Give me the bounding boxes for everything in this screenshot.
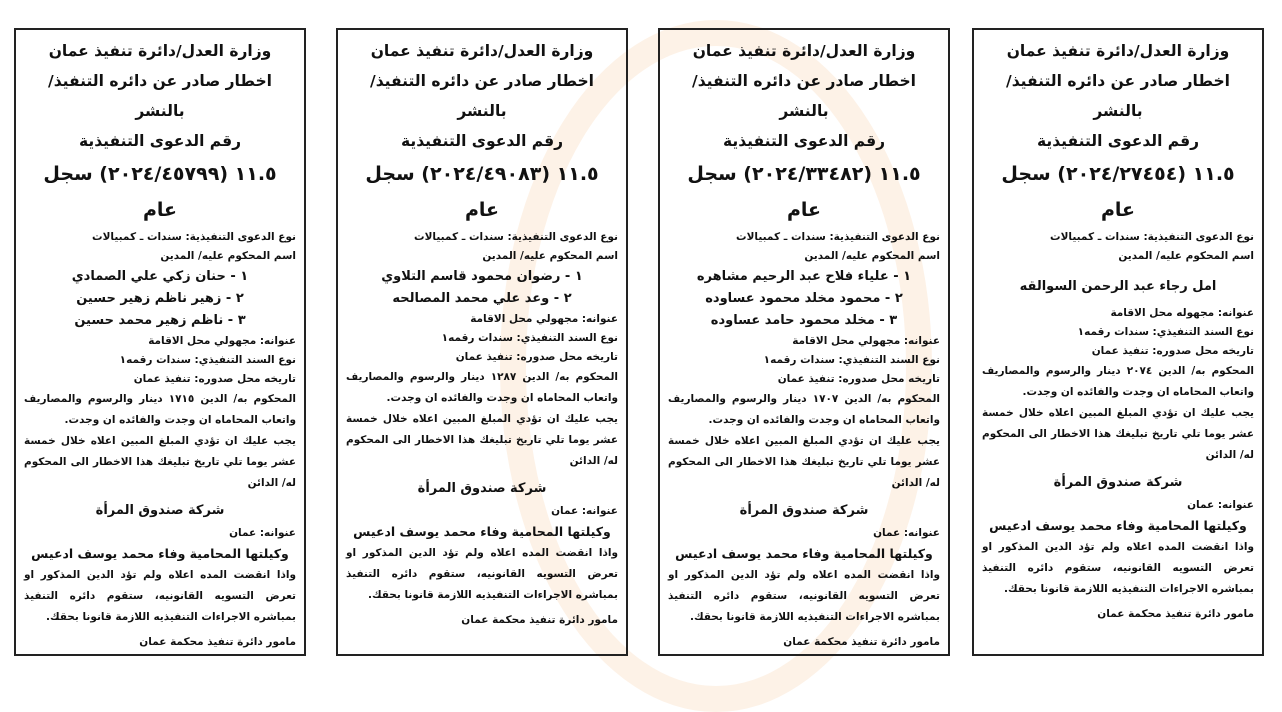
agent-name: وكيلتها المحامية وفاء محمد يوسف ادعيس [989,518,1247,533]
agent-name: وكيلتها المحامية وفاء محمد يوسف ادعيس [353,524,611,539]
defendant-name: ٣ - ناظم زهير محمد حسين [74,313,246,328]
case-label: رقم الدعوى التنفيذية [400,132,564,150]
address: عنوانه: مجهوله محل الاقامة [1110,307,1254,319]
defendant-name: ١ - رضوان محمود قاسم التلاوي [381,269,583,284]
case-label: رقم الدعوى التنفيذية [1036,132,1200,150]
warning-text: واذا انقضت المده اعلاه ولم تؤد الدين المذكور او تعرض التسويه القانونيه، ستقوم دائره التنفيذ بمباشره الاجراءات التنفيذيه اللازمة قانونا بحقك. [668,569,940,623]
notice-card [658,28,950,656]
case-number: ١١.٥ (٢٠٢٤/٤٩٠٨٣) سجل عام [365,163,599,221]
footer-signature: مامور دائرة تنفيذ محكمة عمان [1097,608,1254,620]
creditor-address: عنوانه: عمان [1187,499,1254,511]
case-type: نوع الدعوى التنفيذية: سندات ـ كمبيالات [92,231,296,243]
defendant-name: امل رجاء عبد الرحمن السوالقه [1019,279,1217,294]
ministry-header: وزارة العدل/دائرة تنفيذ عمان [370,42,594,60]
creditor-name: شركة صندوق المرأة [1053,475,1183,490]
amount-text: المحكوم به/ الدين ١٧٠٧ دينار والرسوم والمصاريف واتعاب المحاماه ان وجدت والفائده ان وجدت. [668,393,940,426]
creditor-address: عنوانه: عمان [229,527,296,539]
case-type: نوع الدعوى التنفيذية: سندات ـ كمبيالات [414,231,618,243]
case-type: نوع الدعوى التنفيذية: سندات ـ كمبيالات [1050,231,1254,243]
defendant-name: ٢ - زهير ناظم زهير حسين [76,291,244,306]
amount-text: المحكوم به/ الدين ١٧١٥ دينار والرسوم والمصاريف واتعاب المحاماه ان وجدت والفائده ان وجدت. [24,393,296,426]
address: عنوانه: مجهولي محل الاقامة [148,335,296,347]
obligation-text: يجب عليك ان تؤدي المبلغ المبين اعلاه خلال خمسة عشر يوما تلي تاريخ تبليغك هذا الاخطار الى المحكوم له/ الدائن [24,435,296,489]
creditor-name: شركة صندوق المرأة [95,503,225,518]
creditor-name: شركة صندوق المرأة [739,503,869,518]
obligation-text: يجب عليك ان تؤدي المبلغ المبين اعلاه خلال خمسة عشر يوما تلي تاريخ تبليغك هذا الاخطار الى المحكوم له/ الدائن [346,413,618,467]
case-label: رقم الدعوى التنفيذية [722,132,886,150]
defendant-label: اسم المحكوم عليه/ المدين [804,250,940,262]
defendant-name: ١ - حنان زكي علي الصمادي [71,269,249,284]
footer-signature: مامور دائرة تنفيذ محكمة عمان [783,636,940,648]
defendant-label: اسم المحكوم عليه/ المدين [160,250,296,262]
date-source: تاريخه محل صدوره: تنفيذ عمان [455,351,618,363]
warning-text: واذا انقضت المده اعلاه ولم تؤد الدين المذكور او تعرض التسويه القانونيه، ستقوم دائره التنفيذ بمباشره الاجراءات التنفيذيه اللازمة قانونا بحقك. [346,547,618,601]
defendant-label: اسم المحكوم عليه/ المدين [482,250,618,262]
amount-text: المحكوم به/ الدين ٢٠٧٤ دينار والرسوم والمصاريف واتعاب المحاماه ان وجدت والفائده ان وجدت. [982,365,1254,398]
defendant-name: ١ - علياء فلاح عبد الرحيم مشاهره [696,269,912,284]
document-type: نوع السند التنفيذي: سندات رقمه١ [441,332,618,344]
document-type: نوع السند التنفيذي: سندات رقمه١ [1077,326,1254,338]
amount-text: المحكوم به/ الدين ١٢٨٧ دينار والرسوم والمصاريف واتعاب المحاماه ان وجدت والفائده ان وجدت. [346,371,618,404]
case-number: ١١.٥ (٢٠٢٤/٢٧٤٥٤) سجل عام [1001,163,1235,221]
document-type: نوع السند التنفيذي: سندات رقمه١ [119,354,296,366]
ministry-header: وزارة العدل/دائرة تنفيذ عمان [692,42,916,60]
agent-name: وكيلتها المحامية وفاء محمد يوسف ادعيس [31,546,289,561]
notice-title: اخطار صادر عن دائره التنفيذ/ بالنشر [1006,72,1230,120]
notice-title: اخطار صادر عن دائره التنفيذ/ بالنشر [48,72,272,120]
warning-text: واذا انقضت المده اعلاه ولم تؤد الدين المذكور او تعرض التسويه القانونيه، ستقوم دائره التنفيذ بمباشره الاجراءات التنفيذيه اللازمة قانونا بحقك. [24,569,296,623]
ministry-header: وزارة العدل/دائرة تنفيذ عمان [48,42,272,60]
notice-card [14,28,306,656]
notice-card [972,28,1264,656]
ministry-header: وزارة العدل/دائرة تنفيذ عمان [1006,42,1230,60]
footer-signature: مامور دائرة تنفيذ محكمة عمان [461,614,618,626]
defendant-name: ٢ - وعد علي محمد المصالحه [392,291,572,306]
footer-signature: مامور دائرة تنفيذ محكمة عمان [139,636,296,648]
address: عنوانه: مجهولي محل الاقامة [470,313,618,325]
notice-title: اخطار صادر عن دائره التنفيذ/ بالنشر [370,72,594,120]
notice-title: اخطار صادر عن دائره التنفيذ/ بالنشر [692,72,916,120]
notice-card [336,28,628,656]
warning-text: واذا انقضت المده اعلاه ولم تؤد الدين المذكور او تعرض التسويه القانونيه، ستقوم دائره التنفيذ بمباشره الاجراءات التنفيذيه اللازمة قانونا بحقك. [982,541,1254,595]
creditor-address: عنوانه: عمان [873,527,940,539]
document-type: نوع السند التنفيذي: سندات رقمه١ [763,354,940,366]
case-type: نوع الدعوى التنفيذية: سندات ـ كمبيالات [736,231,940,243]
date-source: تاريخه محل صدوره: تنفيذ عمان [133,373,296,385]
creditor-address: عنوانه: عمان [551,505,618,517]
obligation-text: يجب عليك ان تؤدي المبلغ المبين اعلاه خلال خمسة عشر يوما تلي تاريخ تبليغك هذا الاخطار الى المحكوم له/ الدائن [668,435,940,489]
case-label: رقم الدعوى التنفيذية [78,132,242,150]
obligation-text: يجب عليك ان تؤدي المبلغ المبين اعلاه خلال خمسة عشر يوما تلي تاريخ تبليغك هذا الاخطار الى المحكوم له/ الدائن [982,407,1254,461]
case-number: ١١.٥ (٢٠٢٤/٤٥٧٩٩) سجل عام [43,163,277,221]
defendant-name: ٣ - مخلد محمود حامد عساوده [710,313,898,328]
defendant-label: اسم المحكوم عليه/ المدين [1118,250,1254,262]
date-source: تاريخه محل صدوره: تنفيذ عمان [1091,345,1254,357]
agent-name: وكيلتها المحامية وفاء محمد يوسف ادعيس [675,546,933,561]
address: عنوانه: مجهولي محل الاقامة [792,335,940,347]
date-source: تاريخه محل صدوره: تنفيذ عمان [777,373,940,385]
case-number: ١١.٥ (٢٠٢٤/٣٣٤٨٢) سجل عام [687,163,921,221]
defendant-name: ٢ - محمود مخلد محمود عساوده [705,291,903,306]
creditor-name: شركة صندوق المرأة [417,481,547,496]
